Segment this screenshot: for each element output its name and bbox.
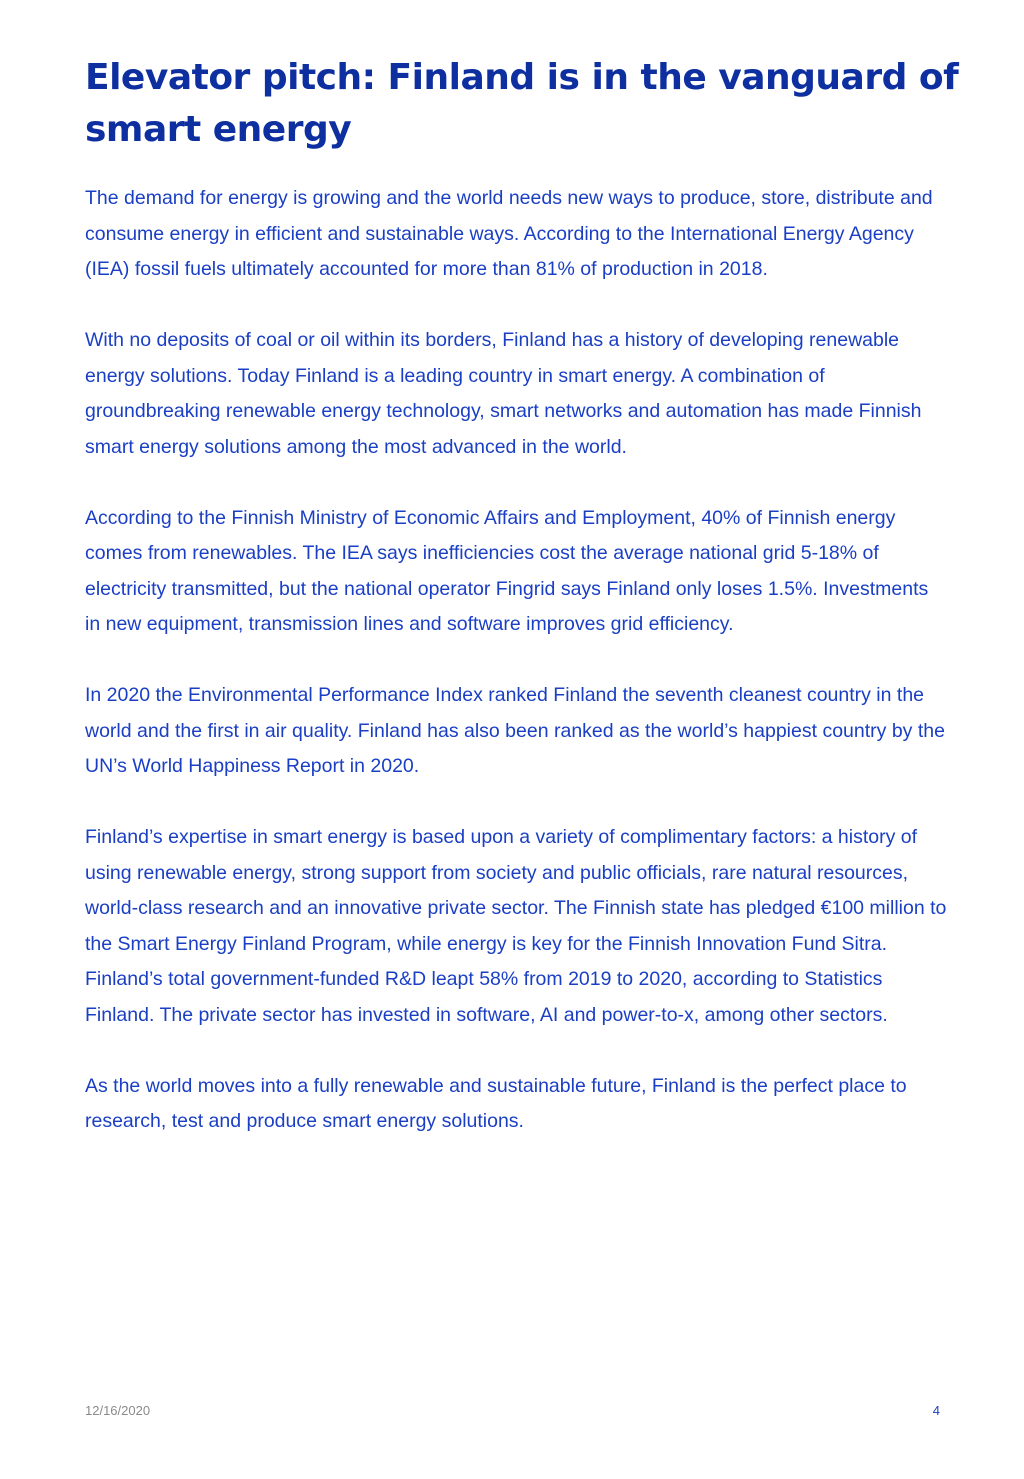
paragraph-demand: The demand for energy is growing and the world needs new ways to produce, store, distribute and consume energy in efficient and sustainable ways. According to the International Energy Agency (IEA) fossil fuels ultimately accounted for more than 81% of production in 2018. <box>85 187 933 280</box>
paragraph-renewables: According to the Finnish Ministry of Economic Affairs and Employment, 40% of Finnish energy comes from renewables. The IEA says inefficiencies cost the average national grid 5-18% of electricity transmitted, but the national operator Fingrid says Finland only loses 1.5%. Investments in new equipment, transmission lines and software improves grid efficiency. <box>85 506 929 635</box>
paragraph-rankings: In 2020 the Environmental Performance Index ranked Finland the seventh cleanest country in the world and the first in air quality. Finland has also been ranked as the world’s happiest country by the UN’s World Happiness Report in 2020. <box>85 684 945 777</box>
paragraph-expertise: Finland’s expertise in smart energy is based upon a variety of complimentary factors: a history of using renewable energy, strong support from society and public officials, rare natural resources, world-class research and an innovative private sector. The Finnish state has pledged €100 million to the Smart Energy Finland Program, while energy is key for the Finnish Innovation Fund Sitra. Finland’s total government-funded R&D leapt 58% from 2019 to 2020, according to Statistics Finland. The private sector has invested in software, AI and power-to-x, among other sectors. <box>85 826 947 1026</box>
paragraph-conclusion: As the world moves into a fully renewable and sustainable future, Finland is the perfect place to research, test and produce smart energy solutions. <box>85 1074 907 1132</box>
article-body <box>85 181 947 1175</box>
page-number: 4 <box>932 1403 940 1418</box>
footer-date: 12/16/2020 <box>85 1403 151 1418</box>
page-title: Elevator pitch: Finland is in the vanguard of smart energy <box>85 57 959 150</box>
paragraph-history: With no deposits of coal or oil within its borders, Finland has a history of developing renewable energy solutions. Today Finland is a leading country in smart energy. A combination of groundbreaking renewable energy technology, smart networks and automation has made Finnish smart energy solutions among the most advanced in the world. <box>85 329 922 458</box>
